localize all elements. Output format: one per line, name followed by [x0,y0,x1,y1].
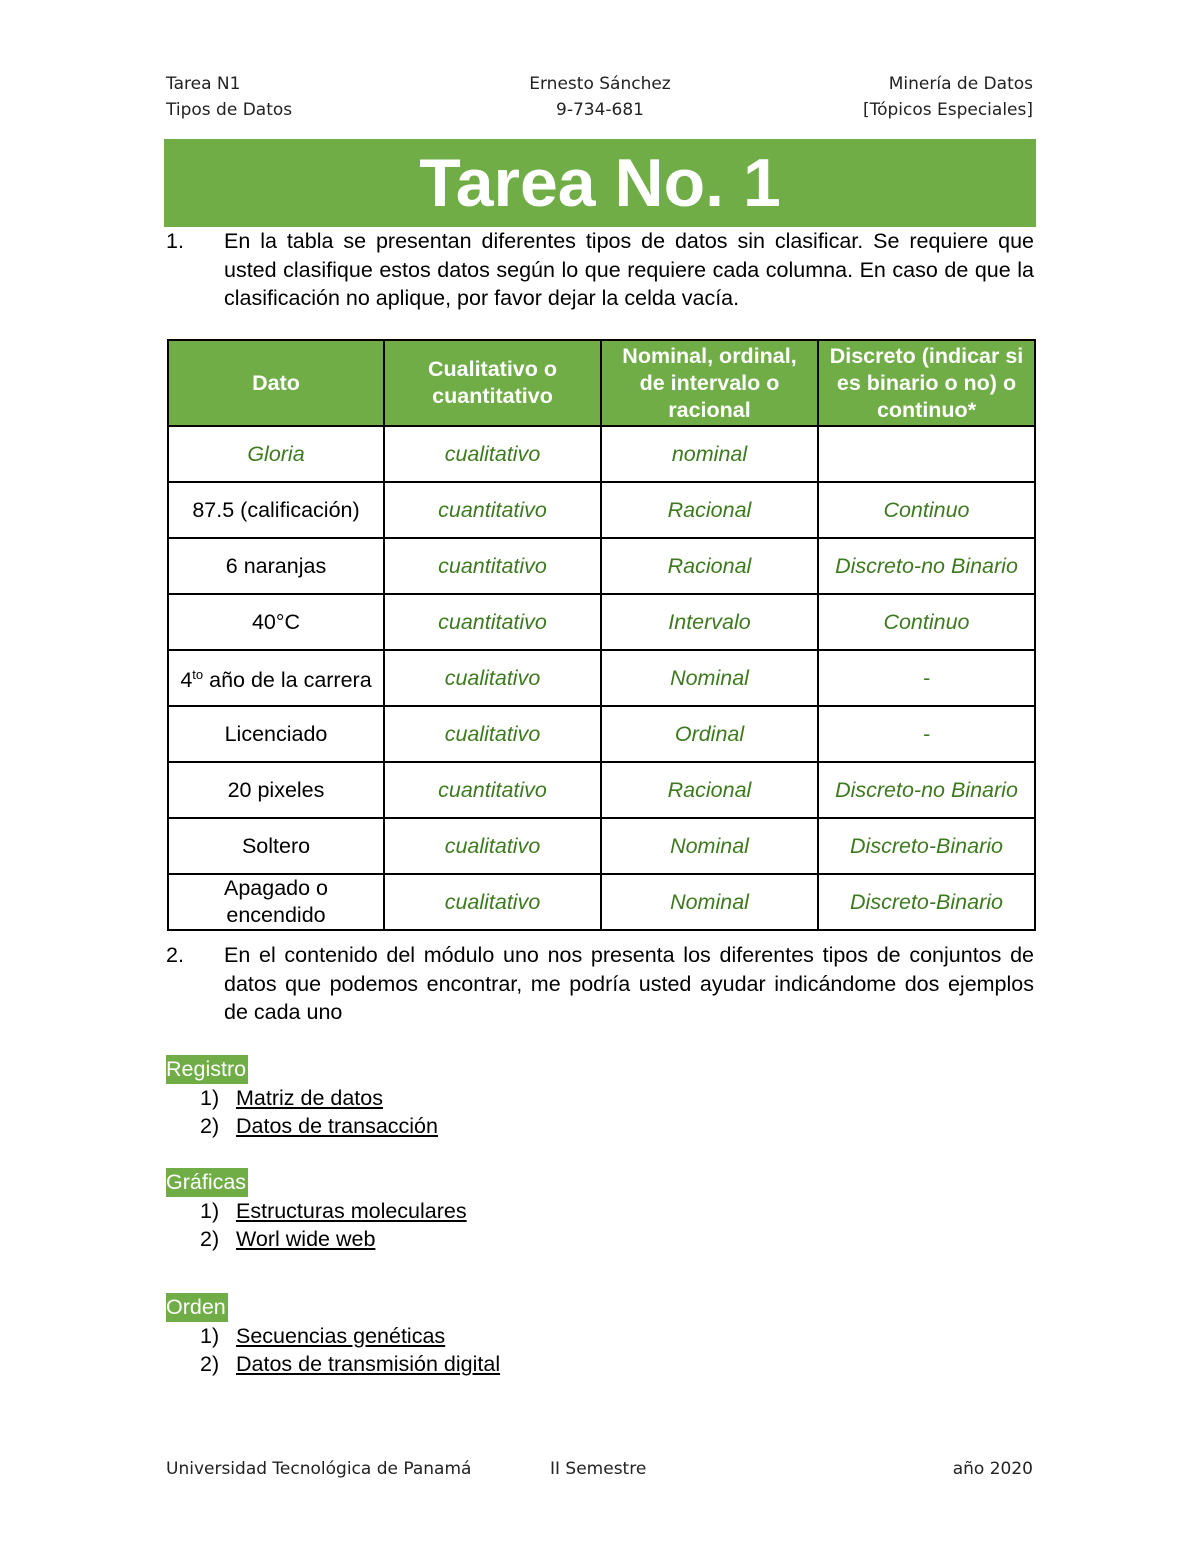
header-subject: [Tópicos Especiales] [862,100,1033,120]
table-cell: cuantitativo [384,538,601,594]
table-row [168,650,1035,706]
footer-year: año 2020 [952,1459,1033,1479]
table-cell: - [818,650,1035,706]
list-item [200,1112,438,1141]
table-cell-dato: Soltero [168,818,384,874]
table-cell: cualitativo [384,650,601,706]
table-cell-dato: 20 pixeles [168,762,384,818]
list-item [200,1197,467,1226]
table-cell: cualitativo [384,818,601,874]
list-item-number: 2) [200,1227,220,1251]
table-row [168,426,1035,482]
table-cell: Discreto-Binario [818,818,1035,874]
table-cell: nominal [601,426,818,482]
table-cell: Racional [601,538,818,594]
table-row [168,482,1035,538]
table-cell: Nominal [601,874,818,930]
table-cell: Nominal [601,650,818,706]
table-cell-dato: 87.5 (calificación) [168,482,384,538]
table-cell: Continuo [818,594,1035,650]
footer-semester: II Semestre [550,1459,647,1479]
list-item-number: 1) [200,1198,220,1223]
header-right [863,71,1033,123]
section-label: Registro [166,1055,248,1084]
header-cell-discreto: Discreto (indicar si es binario o no) o continuo* [818,340,1035,426]
classification-table [167,339,1036,931]
section-registro [166,1055,438,1141]
table-cell-dato [168,650,384,706]
header-cell-dato: Dato [168,340,384,426]
table-cell: cuantitativo [384,482,601,538]
table-cell: Nominal [601,818,818,874]
table-cell-dato [168,426,384,482]
question-1 [166,227,1034,313]
table-row [168,706,1035,762]
table-cell: cualitativo [384,874,601,930]
table-cell: - [818,706,1035,762]
list-item [200,1350,500,1379]
table-row [168,818,1035,874]
table-cell [818,426,1035,482]
list-item [200,1084,438,1113]
table-cell: Racional [601,762,818,818]
header-id: 9-734-681 [556,100,644,120]
list-item-text: Estructuras moleculares [236,1198,467,1223]
list-item-text: Datos de transmisión digital [236,1352,501,1376]
header-center [420,71,780,123]
question-2-number: 2. [166,943,184,967]
question-2 [166,941,1034,1027]
table-row [168,762,1035,818]
section-graficas [166,1168,467,1254]
list-item-number: 1) [200,1323,220,1348]
list-item-number: 2) [200,1114,220,1138]
table-cell-dato: 40°C [168,594,384,650]
section-orden [166,1293,500,1379]
table-cell: cuantitativo [384,762,601,818]
table-cell: Racional [601,482,818,538]
section-label: Orden [166,1293,228,1322]
header-cell-nominal: Nominal, ordinal, de intervalo o racional [601,340,818,426]
list-item-text: Secuencias genéticas [236,1323,446,1348]
table-cell: Ordinal [601,706,818,762]
list-item [200,1225,467,1254]
table-cell: Intervalo [601,594,818,650]
header-left [166,71,292,123]
table-cell-dato: Apagado o encendido [168,874,384,930]
table-header-row [168,340,1035,426]
header-author: Ernesto Sánchez [529,74,671,94]
table-cell: Continuo [818,482,1035,538]
question-2-text: En el contenido del módulo uno nos presenta los diferentes tipos de conjuntos de datos que podemos encontrar, me podría usted ayudar indicándome dos ejemplos de cada uno [224,943,1034,1024]
cell-text: año de la carrera [209,668,372,693]
table-cell: Discreto-no Binario [818,762,1035,818]
header-topic: Tipos de Datos [166,100,293,120]
question-1-number: 1. [166,229,184,253]
list-item-text: Worl wide web [236,1227,376,1251]
header-cell-cualitativo: Cualitativo o cuantitativo [384,340,601,426]
year-number: 4 [180,668,193,693]
list-item [200,1322,500,1351]
table-row [168,538,1035,594]
cell-text: Gloria [247,441,305,466]
footer-university: Universidad Tecnológica de Panamá [166,1459,472,1479]
list-item-number: 1) [200,1085,220,1110]
list-item-number: 2) [200,1352,220,1376]
page-title: Tarea No. 1 [164,139,1036,227]
table-cell-dato: 6 naranjas [168,538,384,594]
table-cell: cuantitativo [384,594,601,650]
list-item-text: Datos de transacción [236,1114,438,1138]
table-cell: Discreto-no Binario [818,538,1035,594]
ordinal-suffix: to [192,667,204,683]
section-label: Gráficas [166,1168,248,1197]
header-course: Minería de Datos [888,74,1033,94]
table-cell: Discreto-Binario [818,874,1035,930]
table-row [168,874,1035,930]
question-1-text: En la tabla se presentan diferentes tipos de datos sin clasificar. Se requiere que usted clasifique estos datos según lo que requiere cada columna. En caso de que la clasificación no aplique, por favor dejar la celda vacía. [224,229,1034,310]
table-cell-dato: Licenciado [168,706,384,762]
table-cell: cualitativo [384,426,601,482]
list-item-text: Matriz de datos [236,1085,383,1110]
table-cell: cualitativo [384,706,601,762]
table-row [168,594,1035,650]
header-assignment: Tarea N1 [166,74,241,94]
